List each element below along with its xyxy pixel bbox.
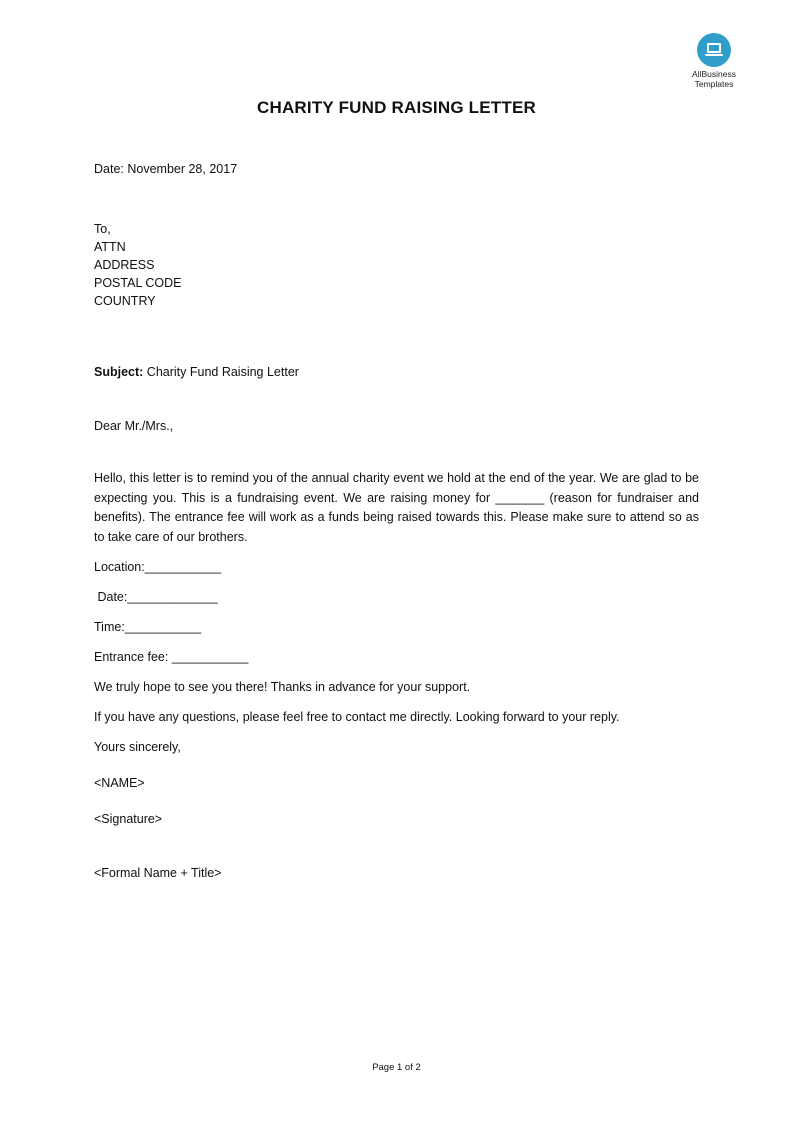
allbusiness-logo [676, 33, 752, 89]
recipient-attn: ATTN [94, 240, 126, 254]
field-time: Time:___________ [94, 620, 202, 634]
closing-questions: If you have any questions, please feel free to contact me directly. Looking forward to your reply. [94, 710, 620, 724]
field-entrance-fee: Entrance fee: ___________ [94, 650, 249, 664]
field-date: Date:_____________ [94, 590, 218, 604]
document-title: CHARITY FUND RAISING LETTER [257, 98, 536, 117]
logo-text-line2: Templates [694, 79, 734, 89]
date-line: Date: November 28, 2017 [94, 162, 238, 176]
subject-text: Charity Fund Raising Letter [143, 365, 299, 379]
recipient-address: ADDRESS [94, 258, 155, 272]
sender-signature: <Signature> [94, 812, 163, 826]
sign-off: Yours sincerely, [94, 740, 181, 754]
subject-label: Subject: [94, 365, 144, 379]
closing-hope: We truly hope to see you there! Thanks in advance for your support. [94, 680, 471, 694]
recipient-postal-code: POSTAL CODE [94, 276, 182, 290]
laptop-icon [697, 33, 731, 67]
recipient-to: To, [94, 222, 111, 236]
page-number: Page 1 of 2 [372, 1062, 421, 1073]
subject-line [94, 363, 299, 381]
logo-text-line1: AllBusiness [692, 69, 736, 79]
sender-name: <NAME> [94, 776, 145, 790]
body-paragraph: Hello, this letter is to remind you of the annual charity event we hold at the end of the year. We are glad to be expecting you. This is a fundraising event. We are raising money for _______ (reason for fundraiser and benefits). The entrance fee will work as a funds being raised towards this. Please make sure to attend so as to take care of our brothers. [94, 471, 699, 544]
field-location: Location:___________ [94, 560, 222, 574]
sender-formal-name: <Formal Name + Title> [94, 866, 222, 880]
recipient-country: COUNTRY [94, 294, 156, 308]
salutation: Dear Mr./Mrs., [94, 419, 174, 433]
